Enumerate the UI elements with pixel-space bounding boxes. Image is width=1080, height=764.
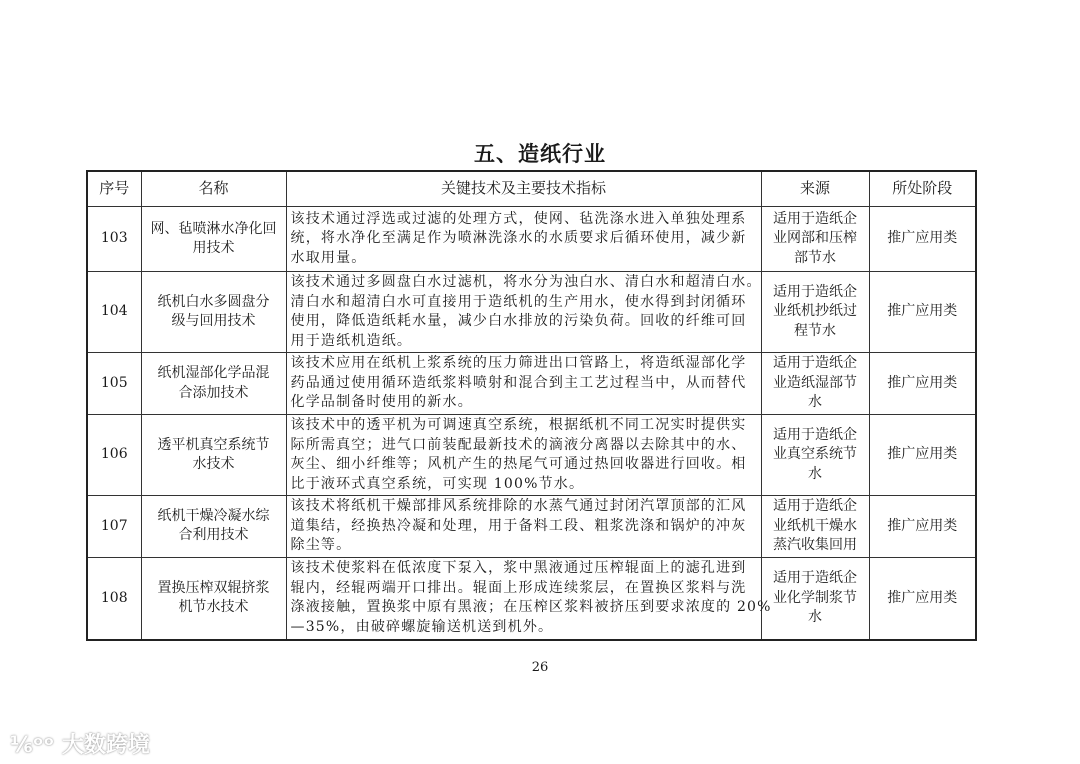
table-row (87, 353, 976, 415)
row-number: 104 (87, 272, 141, 353)
tech-source-line: 部节水 (794, 249, 836, 266)
tech-description-line: 该技术中的透平机为可调速真空系统，根据纸机不同工况实时提供实 (290, 417, 747, 433)
tech-name-line: 机节水技术 (178, 599, 249, 616)
tech-source-line: 适用于造纸企 (773, 498, 857, 514)
tech-description-line: —35%，由破碎螺旋输送机送到机外。 (290, 618, 554, 635)
tech-description-line: 清白水和超清白水可直接用于造纸机的生产用水，使水得到封闭循环 (290, 293, 747, 310)
tech-description (286, 272, 761, 353)
tech-stage: 推广应用类 (869, 272, 976, 353)
tech-source-line: 水 (808, 465, 822, 482)
section-title: 五、造纸行业 (474, 142, 606, 166)
table-row (87, 496, 976, 558)
tech-name (141, 272, 286, 353)
header-name: 名称 (141, 171, 286, 207)
tech-description-line: 该技术通过多圆盘白水过滤机，将水分为浊白水、清白水和超清白水。 (290, 274, 762, 290)
tech-description-line: 涤液接触，置换浆中原有黑液；在压榨区浆料被挤压到要求浓度的 20% (290, 599, 772, 616)
tech-description-line: 该技术将纸机干燥部排风系统排除的水蒸气通过封闭汽罩顶部的汇风 (290, 498, 747, 514)
tech-name-line: 合添加技术 (178, 384, 249, 401)
tech-name-line: 级与回用技术 (171, 313, 256, 329)
tech-description (286, 415, 761, 496)
tech-description (286, 207, 761, 272)
tech-source-line: 适用于造纸企 (773, 355, 857, 372)
tech-description-line: 药品通过使用循环造纸浆料喷射和混合到主工艺过程当中，从而替代 (290, 374, 747, 391)
tech-stage: 推广应用类 (869, 207, 976, 272)
tech-stage: 推广应用类 (869, 557, 976, 640)
tech-name (141, 415, 286, 496)
tech-source-line: 适用于造纸企 (773, 570, 857, 586)
tech-description-line: 辊内，经辊两端开口排出。辊面上形成连续浆层，在置换区浆料与洗 (290, 579, 747, 596)
tech-name-line: 水技术 (192, 456, 235, 472)
tech-description-line: 统，将水净化至满足作为喷淋洗涤水的水质要求后循环使用，减少新 (290, 230, 747, 247)
tech-source-line: 程节水 (794, 322, 836, 339)
tech-description (286, 353, 761, 415)
tech-name (141, 353, 286, 415)
table-row (87, 272, 976, 353)
header-tech: 关键技术及主要技术指标 (286, 171, 761, 207)
tech-name-line: 合利用技术 (178, 527, 249, 544)
header-stage: 所处阶段 (869, 171, 976, 207)
header-no: 序号 (87, 171, 141, 207)
tech-description-line: 道集结，经换热冷凝和处理，用于备料工段、粗浆洗涤和锅炉的冲灰 (290, 517, 747, 534)
table-row (87, 557, 976, 640)
tech-source (761, 207, 869, 272)
row-number: 103 (87, 207, 141, 272)
page-number: 26 (531, 660, 549, 675)
tech-source-line: 水 (808, 609, 822, 625)
tech-source (761, 353, 869, 415)
tech-name-line: 透平机真空系统节 (157, 436, 270, 453)
tech-description-line: 用于造纸机造纸。 (290, 332, 413, 349)
tech-name-line: 置换压榨双辊挤浆 (157, 579, 270, 596)
tech-source-line: 蒸汽收集回用 (773, 537, 857, 553)
tech-source-line: 业网部和压榨 (773, 230, 857, 247)
tech-source-line: 水 (808, 394, 822, 411)
watermark-logo: ⅙ᵒᵒ 大数跨境 (10, 733, 150, 758)
table-row (87, 207, 976, 272)
tech-source (761, 272, 869, 353)
tech-name (141, 496, 286, 558)
tech-description-line: 化学品制备时使用的新水。 (290, 394, 473, 411)
tech-source (761, 496, 869, 558)
tech-source-line: 适用于造纸企 (773, 426, 857, 443)
tech-name (141, 207, 286, 272)
tech-description-line: 际所需真空；进气口前装配最新技术的滴液分离器以去除其中的水、 (290, 436, 747, 453)
tech-name-line: 纸机湿部化学品混 (157, 365, 270, 381)
tech-description (286, 496, 761, 558)
tech-stage: 推广应用类 (869, 353, 976, 415)
tech-name (141, 557, 286, 640)
table-header-row (87, 171, 976, 207)
tech-source-line: 业化学制浆节 (773, 589, 857, 606)
technology-table (86, 170, 977, 641)
row-number: 107 (87, 496, 141, 558)
tech-source-line: 适用于造纸企 (773, 210, 857, 227)
tech-source-line: 适用于造纸企 (773, 283, 857, 300)
tech-description-line: 水取用量。 (290, 249, 367, 266)
tech-name-line: 用技术 (192, 240, 235, 256)
header-source: 来源 (761, 171, 869, 207)
tech-stage: 推广应用类 (869, 496, 976, 558)
tech-description-line: 该技术使浆料在低浓度下泵入，浆中黑液通过压榨辊面上的滤孔进到 (290, 560, 747, 577)
tech-description-line: 使用，降低造纸耗水量，减少白水排放的污染负荷。回收的纤维可回 (290, 313, 747, 329)
tech-source-line: 业真空系统节 (773, 446, 857, 463)
tech-description-line: 该技术应用在纸机上浆系统的压力筛进出口管路上，将造纸湿部化学 (290, 355, 747, 372)
tech-name-line: 纸机白水多圆盘分 (157, 293, 270, 310)
tech-description-line: 比于液环式真空系统，可实现 100%节水。 (290, 475, 585, 492)
tech-description-line: 灰尘、细小纤维等；风机产生的热尾气可通过热回收器进行回收。相 (290, 456, 747, 472)
tech-description (286, 557, 772, 640)
tech-stage: 推广应用类 (869, 415, 976, 496)
tech-source-line: 业纸机抄纸过 (773, 303, 857, 320)
tech-source (761, 415, 869, 496)
tech-description-line: 该技术通过浮选或过滤的处理方式，使网、毡洗涤水进入单独处理系 (290, 210, 747, 227)
row-number: 108 (87, 557, 141, 640)
tech-name-line: 网、毡喷淋水净化回 (150, 220, 277, 237)
tech-source-line: 业造纸湿部节 (773, 374, 857, 391)
table-row (87, 415, 976, 496)
tech-source-line: 业纸机干燥水 (773, 517, 857, 534)
tech-description-line: 除尘等。 (290, 537, 352, 553)
tech-source (761, 557, 869, 640)
row-number: 105 (87, 353, 141, 415)
tech-name-line: 纸机干燥冷凝水综 (157, 507, 270, 524)
row-number: 106 (87, 415, 141, 496)
